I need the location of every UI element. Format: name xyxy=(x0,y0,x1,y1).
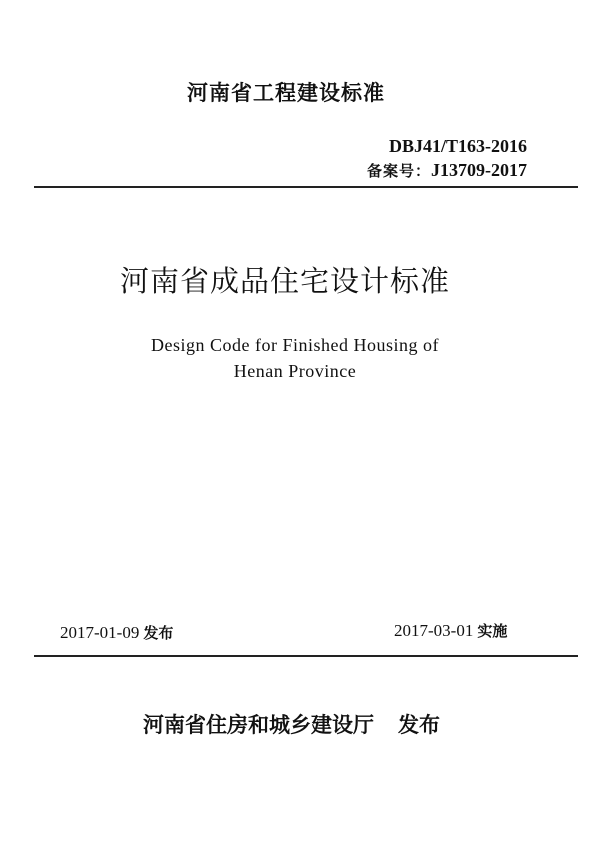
issue-date: 2017-01-09 xyxy=(60,623,140,642)
effective-date: 2017-03-01 xyxy=(394,621,474,640)
record-label: 备案号： xyxy=(366,162,431,180)
record-number-line xyxy=(367,158,527,183)
standard-code: DBJ41/T163-2016 xyxy=(388,136,527,156)
issue-label: 发布 xyxy=(143,624,174,642)
top-divider xyxy=(34,186,578,188)
main-title: 河南省成品住宅设计标准 xyxy=(120,264,451,298)
code-block xyxy=(367,134,527,183)
series-title: 河南省工程建设标准 xyxy=(187,81,385,105)
english-title xyxy=(140,332,450,384)
bottom-divider xyxy=(34,655,578,657)
effective-label: 实施 xyxy=(477,622,508,640)
issue-date-line xyxy=(60,622,173,643)
publisher-line xyxy=(143,709,440,739)
english-title-line-1: Design Code for Finished Housing of xyxy=(151,335,439,355)
effective-date-line xyxy=(394,620,507,641)
record-number: J13709-2017 xyxy=(431,160,527,180)
publish-label: 发布 xyxy=(398,713,440,737)
publisher-name: 河南省住房和城乡建设厅 xyxy=(143,713,374,737)
english-title-line-2: Henan Province xyxy=(233,361,357,381)
